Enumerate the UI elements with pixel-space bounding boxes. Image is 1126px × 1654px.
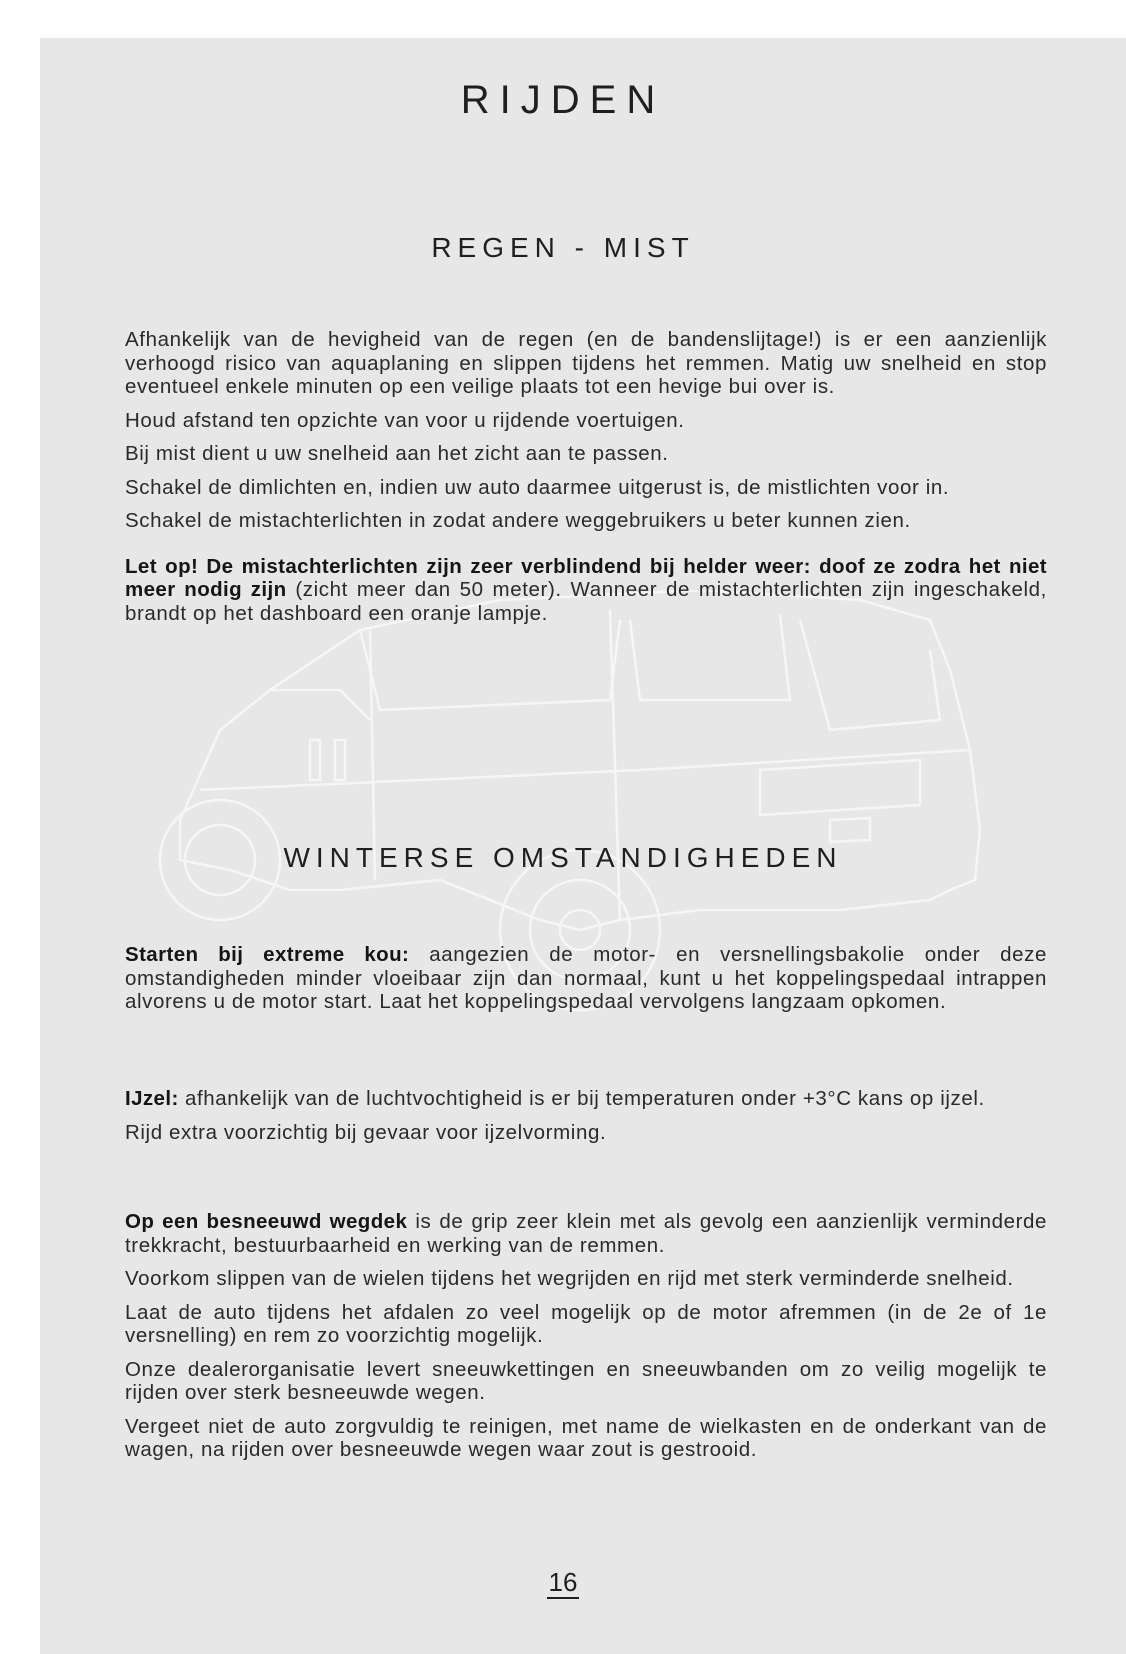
paragraph-dipped-lights: Schakel de dimlichten en, indien uw auto daarmee uitgerust is, de mistlichten voor in. (125, 475, 950, 499)
paragraph-ice (125, 1087, 1047, 1111)
cold-start-label: Starten bij extreme kou: (125, 943, 410, 966)
ice-text: afhankelijk van de luchtvochtigheid is er bij temperaturen onder +3°C kans op ijzel. (178, 1087, 985, 1110)
paragraph-fog-speed: Bij mist dient u uw snelheid aan het zicht aan te passen. (125, 442, 669, 465)
cold-start-text: aangezien de motor- en versnellingsbakolie onder deze omstandigheden minder vloeibaar zijn dan normaal, kunt u het koppelingspedaal intrappen alvorens u de motor start. Laat het koppelingspedaal vervolgens langzaam opkomen. (125, 943, 1048, 1013)
snow-text: is de grip zeer klein met als gevolg een aanzienlijk verminderde trekkracht, bestuurbaarheid en werking van de remmen. (125, 1210, 1047, 1257)
snow-label: Op een besneeuwd wegdek (125, 1210, 408, 1233)
ice-section (125, 1087, 1047, 1154)
paragraph-aquaplaning: Afhankelijk van de hevigheid van de regen (en de bandenslijtage!) is er een aanzienlijk verhoogd risico van aquaplaning en slippen tijdens het remmen. Matig uw snelheid en stop eventueel enkele minuten op een veilige plaats tot een hevige bui over is. (125, 328, 1047, 398)
paragraph-ice-careful: Rijd extra voorzichtig bij gevaar voor ijzelvorming. (125, 1120, 607, 1144)
page-number (0, 1567, 1126, 1598)
page-title: RIJDEN (460, 78, 666, 122)
ice-label: IJzel: (125, 1087, 179, 1110)
paragraph-prevent-slipping: Voorkom slippen van de wielen tijdens het wegrijden en rijd met sterk verminderde snelheid. (125, 1267, 1014, 1290)
paragraph-engine-braking: Laat de auto tijdens het afdalen zo veel mogelijk op de motor afremmen (in de 2e of 1e versnelling) en rem zo voorzichtig mogelijk. (125, 1300, 1047, 1347)
paragraph-cleaning: Vergeet niet de auto zorgvuldig te reinigen, met name de wielkasten en de onderkant van de wagen, na rijden over besneeuwde wegen waar zout is gestrooid. (125, 1414, 1047, 1461)
warning-bold-text: Let op! De mistachterlichten zijn zeer verblindend bij helder weer: doof ze zodra het niet meer nodig zijn (125, 554, 1047, 601)
paragraph-snow (125, 1210, 1047, 1257)
paragraph-warning (125, 555, 1047, 626)
warning-text: (zicht meer dan 50 meter). Wanneer de mistachterlichten zijn ingeschakeld, brandt op het dashboard een oranje lampje. (125, 578, 1047, 625)
rain-fog-section (125, 328, 1047, 635)
paragraph-rear-fog-lights: Schakel de mistachterlichten in zodat andere weggebruikers u beter kunnen zien. (125, 509, 911, 532)
snow-section (125, 1210, 1047, 1472)
cold-start-section (125, 943, 1047, 1024)
section-heading-rain-fog: REGEN - MIST (431, 232, 695, 263)
section-heading-winter: WINTERSE OMSTANDIGHEDEN (283, 842, 843, 873)
paragraph-distance: Houd afstand ten opzichte van voor u rijdende voertuigen. (125, 408, 685, 432)
paragraph-cold-start (125, 943, 1047, 1014)
page-number-text: 16 (548, 1567, 578, 1597)
paragraph-snow-chains: Onze dealerorganisatie levert sneeuwkettingen en sneeuwbanden om zo veilig mogelijk te rijden over sterk besneeuwde wegen. (125, 1357, 1047, 1404)
